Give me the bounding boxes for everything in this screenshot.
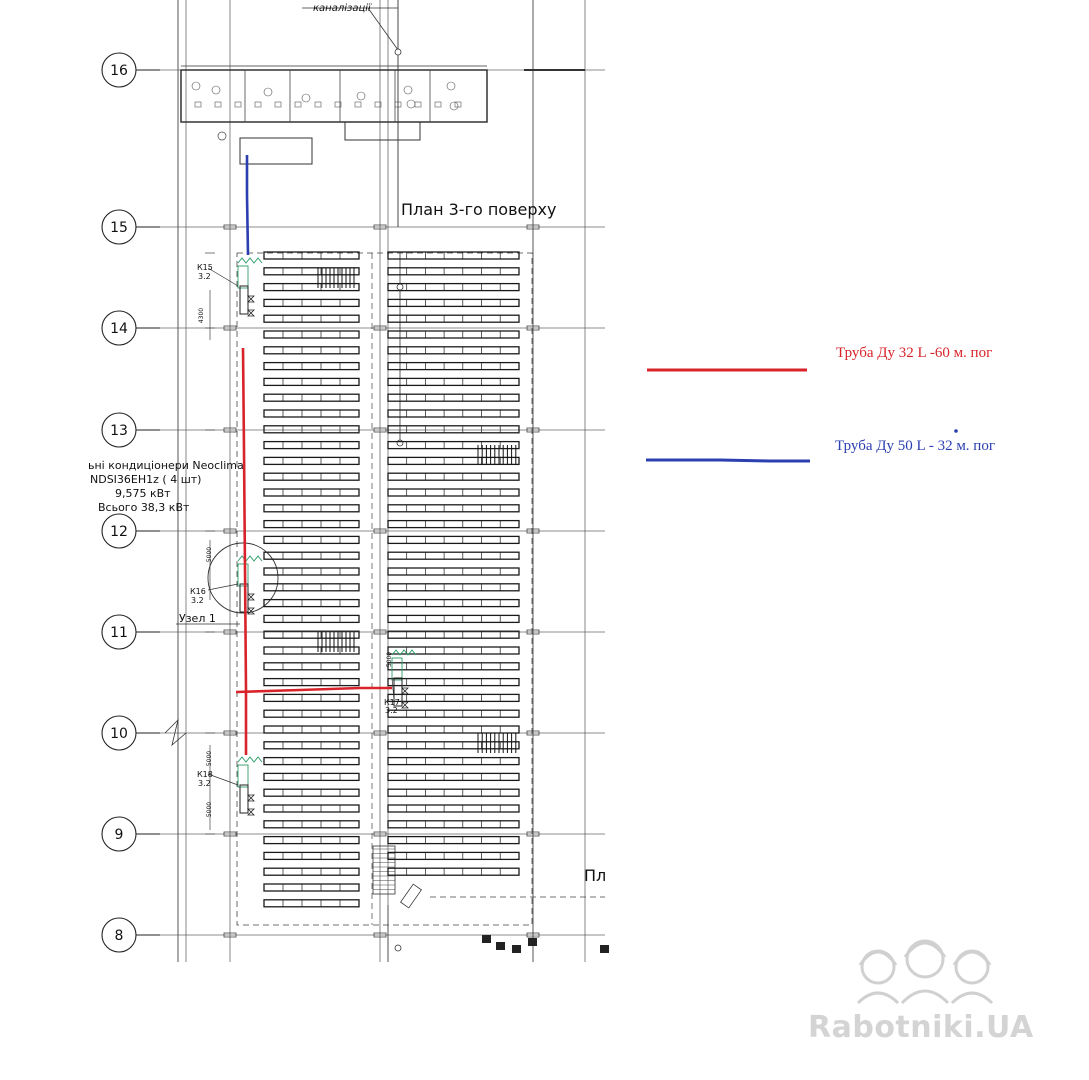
unit-sub-k16: 3.2 [191, 596, 204, 605]
desk-row-left [264, 805, 359, 812]
ac-note-line3: 9,575 кВт [115, 487, 171, 500]
dim-5000-b: 5000 [386, 651, 394, 668]
axis-marker-13 [102, 413, 160, 447]
desk-row-right [388, 600, 519, 607]
desk-row-left [264, 694, 359, 701]
desk-row-right [388, 726, 519, 733]
desk-row-left [264, 536, 359, 543]
office-furniture [275, 102, 281, 107]
axis-number: 16 [110, 63, 128, 79]
desk-row-left [264, 789, 359, 796]
equipment [482, 935, 491, 943]
indoor-unit-symbol [238, 258, 262, 263]
desk-row-left [264, 758, 359, 765]
desk-row-left [264, 442, 359, 449]
desk-row-left [264, 868, 359, 875]
desk-row-right [388, 331, 519, 338]
desk-row-right [388, 663, 519, 670]
pipe-du32-vertical [243, 348, 246, 755]
riser-node [397, 284, 403, 290]
desk-rows [264, 252, 519, 907]
desk-row-right [388, 521, 519, 528]
desk-row-left [264, 615, 359, 622]
ac-note-line1: ьні кондиціонери Neoclima [88, 459, 244, 472]
pipe-routes [236, 155, 958, 755]
top-label: каналізації [313, 3, 371, 14]
detail-node-circle [208, 543, 278, 613]
office-furniture [215, 102, 221, 107]
room-number [218, 132, 226, 140]
room-number [192, 82, 200, 90]
unit-label-k17: К17 [384, 698, 400, 707]
room-number [357, 92, 365, 100]
equipment [512, 945, 521, 953]
node-label: Узел 1 [179, 612, 216, 625]
indoor-unit-body [238, 765, 248, 787]
room-number [407, 100, 415, 108]
desk-row-right [388, 805, 519, 812]
desk-row-left [264, 457, 359, 464]
unit-leader [208, 584, 238, 590]
valve-symbol [402, 688, 408, 708]
desk-row-right [388, 852, 519, 859]
desk-row-left [264, 647, 359, 654]
plan-title-2: Пл [584, 866, 607, 885]
room-number [264, 88, 272, 96]
equipment [528, 938, 537, 946]
desk-row-left [264, 315, 359, 322]
valve-symbol [248, 795, 254, 815]
desk-row-left [264, 268, 359, 275]
office-furniture [315, 102, 321, 107]
room-number [212, 86, 220, 94]
desk-row-right [388, 284, 519, 291]
desk-row-right [388, 758, 519, 765]
office-furniture [435, 102, 441, 107]
desk-row-right [388, 694, 519, 701]
unit-frame [240, 785, 248, 813]
axis-marker-8 [102, 918, 160, 952]
dim-5000-d: 5000 [206, 801, 214, 818]
desk-row-left [264, 489, 359, 496]
room-number [450, 102, 458, 110]
desk-row-left [264, 742, 359, 749]
plan-title: План 3-го поверху [401, 200, 557, 219]
desk-row-right [388, 568, 519, 575]
desk-row-left [264, 426, 359, 433]
axis-marker-12 [102, 514, 160, 548]
equipment [496, 942, 505, 950]
desk-row-left [264, 900, 359, 907]
desk-row-left [264, 378, 359, 385]
room-number [447, 82, 455, 90]
valve-symbol [248, 594, 254, 614]
desk-row-left [264, 584, 359, 591]
room-number [404, 86, 412, 94]
office-block [181, 70, 487, 122]
desk-row-right [388, 299, 519, 306]
desk-row-right [388, 536, 519, 543]
desk-row-left [264, 363, 359, 370]
desk-row-right [388, 410, 519, 417]
office-furniture [415, 102, 421, 107]
desk-row-left [264, 837, 359, 844]
desk-row-right [388, 679, 519, 686]
toilet-block [240, 138, 312, 164]
desk-row-right [388, 473, 519, 480]
desk-row-left [264, 552, 359, 559]
axis-number: 15 [110, 220, 128, 236]
axis-marker-15 [102, 210, 160, 244]
office-furniture [255, 102, 261, 107]
axis-number: 8 [114, 928, 124, 944]
riser-node [395, 49, 401, 55]
office-furniture [235, 102, 241, 107]
desk-row-left [264, 284, 359, 291]
axis-number: 11 [110, 625, 128, 641]
desk-row-left [264, 568, 359, 575]
axis-marker-9 [102, 817, 160, 851]
desk-row-left [264, 347, 359, 354]
unit-frame [240, 286, 248, 314]
pipe-du50 [247, 155, 248, 255]
desk-row-right [388, 378, 519, 385]
unit-label-k18: К18 [197, 770, 213, 779]
axis-marker-10 [102, 716, 160, 750]
desk-row-left [264, 505, 359, 512]
valve-symbol [248, 296, 254, 316]
ac-unit-К16 [208, 556, 262, 614]
unit-label-k15: К15 [197, 263, 213, 272]
equipment [401, 884, 422, 908]
unit-sub-k15: 3.2 [198, 272, 211, 281]
desk-row-left [264, 521, 359, 528]
office-furniture [295, 102, 301, 107]
room-number [302, 94, 310, 102]
column-grid [136, 0, 605, 962]
office-furniture [195, 102, 201, 107]
desk-row-right [388, 710, 519, 717]
desk-row-right [388, 773, 519, 780]
axis-marker-16 [102, 53, 160, 87]
desk-row-right [388, 615, 519, 622]
desk-row-left [264, 679, 359, 686]
desk-row-right [388, 268, 519, 275]
desk-row-right [388, 837, 519, 844]
desk-row-left [264, 663, 359, 670]
annex-block [345, 122, 420, 140]
desk-row-left [264, 884, 359, 891]
desk-row-right [388, 315, 519, 322]
legend-red-pipe-label: Труба Ду 32 L -60 м. пог [836, 345, 993, 361]
ac-unit-К15 [208, 258, 262, 316]
desk-row-right [388, 347, 519, 354]
desk-row-right [388, 789, 519, 796]
indoor-unit-symbol [238, 556, 262, 561]
indoor-unit-body [238, 266, 248, 288]
desk-row-left [264, 726, 359, 733]
office-furniture [355, 102, 361, 107]
legend-blue-pipe-line [646, 460, 810, 461]
stair [373, 846, 395, 894]
indoor-unit-body [392, 658, 402, 680]
dim-5000-a: 5000 [206, 546, 214, 563]
unit-label-k16: К16 [190, 587, 206, 596]
unit-sub-k18: 3.2 [198, 779, 211, 788]
desk-row-left [264, 410, 359, 417]
desk-row-right [388, 394, 519, 401]
desk-row-right [388, 505, 519, 512]
desk-row-left [264, 394, 359, 401]
indoor-unit-body [238, 564, 248, 586]
legend-blue-pipe-label: Труба Ду 50 L - 32 м. пог [835, 438, 995, 454]
pipe-du32-horizontal [236, 688, 392, 692]
indoor-unit-symbol [238, 757, 262, 762]
axis-number: 9 [114, 827, 124, 843]
hardhat-workers-icon [850, 925, 1000, 1005]
axis-marker-11 [102, 615, 160, 649]
desk-row-left [264, 600, 359, 607]
watermark-text: Rabotniki.UA [808, 1010, 1034, 1045]
desk-row-left [264, 710, 359, 717]
desk-row-left [264, 299, 359, 306]
desk-row-right [388, 552, 519, 559]
riser-node [397, 440, 403, 446]
unit-sub-k17: 3.2 [385, 706, 398, 715]
desk-row-left [264, 773, 359, 780]
desk-row-right [388, 584, 519, 591]
break-mark [165, 720, 186, 745]
desk-row-right [388, 821, 519, 828]
desk-row-left [264, 821, 359, 828]
axis-marker-14 [102, 311, 160, 345]
axis-number: 14 [110, 321, 128, 337]
legend-dot [954, 429, 958, 433]
dim-4300: 4300 [198, 307, 206, 324]
desk-row-left [264, 473, 359, 480]
equipment [600, 945, 609, 953]
desk-row-left [264, 331, 359, 338]
axis-number: 13 [110, 423, 128, 439]
ac-note-line4: Всього 38,3 кВт [98, 501, 190, 514]
axis-number: 10 [110, 726, 128, 742]
ac-note-line2: NDSI36EH1z ( 4 шт) [90, 473, 202, 486]
leader-line [368, 8, 398, 50]
desk-row-right [388, 426, 519, 433]
fixture [395, 945, 401, 951]
desk-row-left [264, 852, 359, 859]
building-structure [165, 0, 609, 962]
desk-row-right [388, 647, 519, 654]
axis-number: 12 [110, 524, 128, 540]
desk-row-right [388, 868, 519, 875]
desk-row-right [388, 489, 519, 496]
desk-row-right [388, 363, 519, 370]
dim-5000-c: 5000 [206, 750, 214, 767]
